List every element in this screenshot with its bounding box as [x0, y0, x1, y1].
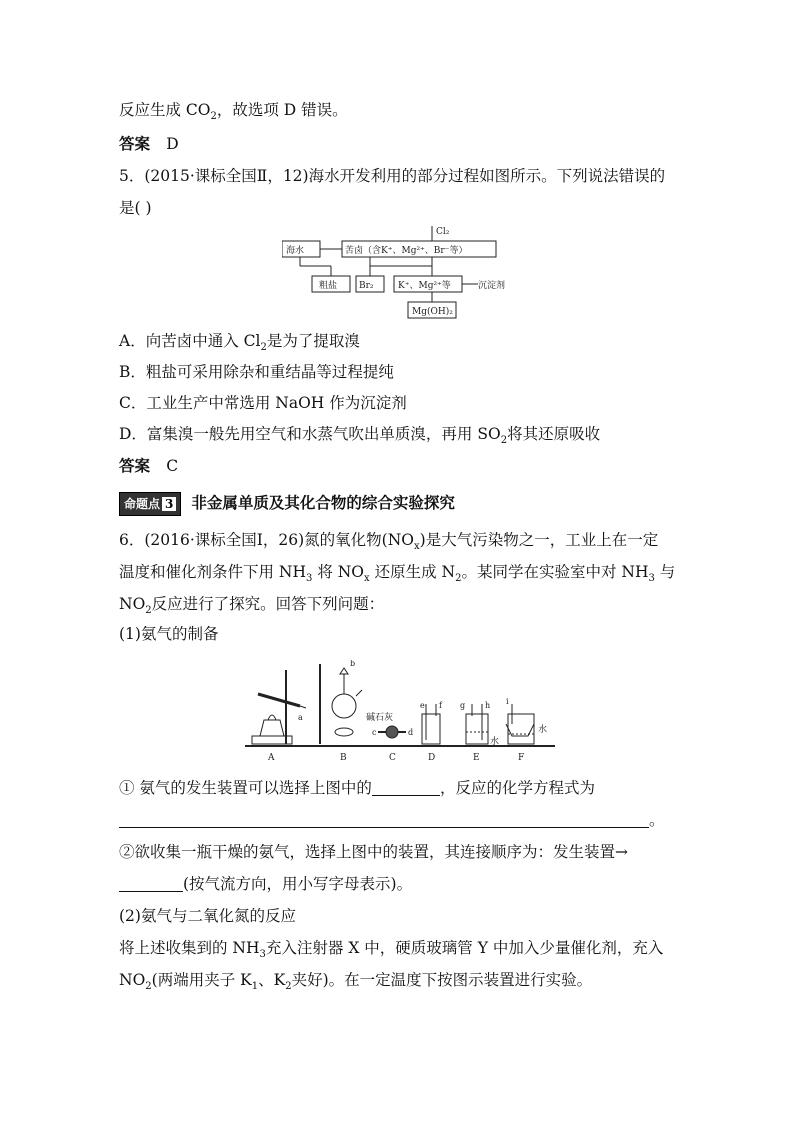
cl2-label: Cl₂	[436, 227, 450, 237]
part-2-line2: $NO_2$(两端用夹子 $K_1$、$K_2$夹好)。在一定温度下按图示装置进行实验。	[119, 971, 593, 993]
topic-badge: 命题点 3	[119, 492, 181, 516]
salt-label: 粗盐	[319, 281, 338, 291]
option-b: B．粗盐可采用除杂和重结晶等过程提纯	[119, 363, 394, 381]
section-header	[119, 492, 455, 516]
apparatus-f-label: F	[518, 753, 525, 763]
sub-question-2-end: (按气流方向，用小写字母表示)。	[119, 874, 412, 894]
mgoh-label: Mg(OH)₂	[412, 307, 453, 317]
seawater-flow-diagram	[282, 224, 522, 324]
br2-label: Br₂	[359, 281, 374, 291]
answer-blank[interactable]	[372, 779, 440, 796]
text-line: 反应生成 $CO_2$，故选项 D 错误。	[119, 101, 348, 123]
option-a: A．向苦卤中通入 $Cl_2$是为了提取溴	[119, 332, 360, 354]
apparatus-c-label: C	[389, 753, 396, 763]
option-c: C．工业生产中常选用 NaOH 作为沉淀剂	[119, 394, 407, 412]
answer-line: 答案 C	[119, 456, 179, 475]
question-6-line2: 温度和催化剂条件下用 $NH_3$ 将 $NO_x$ 还原生成 $N_2$。某同学在实验室中对 $NH_3$ 与	[119, 563, 676, 585]
brine-label: 苦卤（含K⁺、Mg²⁺、Br⁻等）	[345, 246, 468, 256]
port-c: c	[372, 728, 377, 737]
question-6-line3: $NO_2$反应进行了探究。回答下列问题：	[119, 595, 385, 617]
port-i: i	[506, 697, 509, 706]
port-d: d	[408, 728, 414, 737]
answer-line: 答案 D	[119, 134, 179, 153]
precipitant-label: 沉淀剂	[478, 281, 506, 291]
option-d: D．富集溴一般先用空气和水蒸气吹出单质溴，再用 $SO_2$将其还原吸收	[119, 425, 601, 447]
apparatus-e-label: E	[473, 753, 480, 763]
answer-blank[interactable]	[119, 875, 183, 892]
port-a: a	[298, 713, 303, 722]
answer-blank[interactable]	[119, 811, 649, 828]
port-e: e	[420, 701, 425, 710]
port-labels	[298, 660, 509, 737]
port-g: g	[460, 701, 466, 710]
apparatus-b-label: B	[340, 753, 347, 763]
question-5-line1: 5．(2015·课标全国Ⅱ，12)海水开发利用的部分过程如图所示。下列说法错误的	[119, 167, 666, 185]
apparatus-a-label: A	[268, 753, 275, 763]
question-5-line2: 是( )	[119, 199, 152, 217]
sub-question-1: ① 氨气的发生装置可以选择上图中的 ，反应的化学方程式为	[119, 779, 595, 797]
water-label-f: 水	[538, 725, 548, 735]
question-6-line1: 6．(2016·课标全国Ⅰ，26)氮的氧化物$(NO_x)$是大气污染物之一，工业上在一定	[119, 531, 659, 553]
part-2-line1: 将上述收集到的 $NH_3$充入注射器 X 中，硬质玻璃管 Y 中加入少量催化剂，充入	[119, 939, 664, 961]
apparatus-d-label: D	[428, 753, 436, 763]
section-title: 非金属单质及其化合物的综合实验探究	[191, 493, 455, 512]
answer-blank-line: 。	[119, 810, 665, 830]
water-label-e: 水	[490, 737, 500, 747]
port-h: h	[485, 701, 491, 710]
port-f: f	[439, 701, 442, 710]
port-b: b	[350, 660, 356, 668]
seawater-label: 海水	[286, 246, 305, 256]
sub-question-2: ②欲收集一瓶干燥的氨气，选择上图中的装置，其连接顺序为：发生装置→	[119, 843, 628, 861]
soda-lime-label: 碱石灰	[366, 713, 394, 723]
kmg-label: K⁺、Mg²⁺等	[398, 281, 451, 291]
part-1-title: (1)氨气的制备	[119, 625, 219, 643]
ammonia-apparatus-diagram	[240, 660, 560, 764]
part-2-title: (2)氨气与二氧化氮的反应	[119, 907, 296, 925]
